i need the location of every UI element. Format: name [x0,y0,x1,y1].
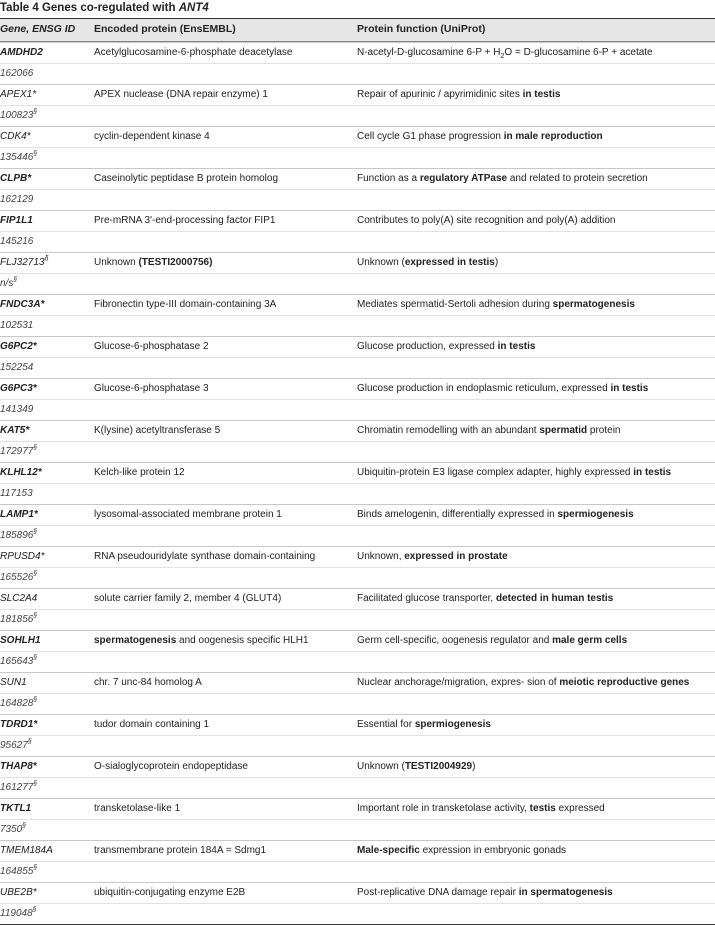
ensg-id: 164828§ [0,696,38,709]
encoded-protein: Glucose-6-phosphatase 3 [94,383,209,394]
table-row-id [0,903,715,924]
table-row [0,252,715,273]
table-row-id [0,525,715,546]
protein-function: Repair of apurinic / apyrimidinic sites in testis [357,89,561,100]
protein-function: Ubiquitin-protein E3 ligase complex adapter, highly expressed in testis [357,467,672,478]
table-row-id [0,777,715,798]
encoded-protein: O-sialoglycoprotein endopeptidase [94,761,248,772]
protein-function: Unknown, expressed in prostate [357,551,508,562]
ensg-id: 145216 [0,236,34,247]
table-row [0,588,715,609]
encoded-protein: ubiquitin-conjugating enzyme E2B [94,887,246,898]
table-row-id [0,399,715,420]
ensg-id: 7350§ [0,822,27,835]
encoded-protein: APEX nuclease (DNA repair enzyme) 1 [94,89,268,100]
ensg-id: 119048§ [0,906,37,919]
table-row [0,378,715,399]
protein-function: Cell cycle G1 phase progression in male reproduction [357,131,603,142]
gene-symbol: SUN1 [0,677,27,688]
gene-symbol: KLHL12* [0,467,42,478]
gene-symbol: FIP1L1 [0,215,33,226]
table-row-id [0,735,715,756]
table-row-id [0,105,715,126]
encoded-protein: RNA pseudouridylate synthase domain-containing [94,551,316,562]
encoded-protein: cyclin-dependent kinase 4 [94,131,210,142]
protein-function: Germ cell-specific, oogenesis regulator and male germ cells [357,635,628,646]
table-row-id [0,819,715,840]
ensg-id: 100823§ [0,108,38,121]
ensg-id: 95627§ [0,738,32,751]
ensg-id: 165643§ [0,654,38,667]
gene-symbol: SLC2A4 [0,593,38,604]
table-row [0,84,715,105]
table-row [0,840,715,861]
table-body [0,42,715,924]
table-row [0,546,715,567]
encoded-protein: Fibronectin type-III domain-containing 3A [94,299,277,310]
gene-symbol: G6PC2* [0,341,37,352]
encoded-protein: Pre-mRNA 3'-end-processing factor FIP1 [94,215,276,226]
ensg-id: 172977§ [0,444,38,457]
table-row-id [0,483,715,504]
encoded-protein: tudor domain containing 1 [94,719,210,730]
gene-symbol: AMDHD2 [0,47,43,58]
table-row-id [0,315,715,336]
table-row [0,126,715,147]
protein-function: Unknown (TESTI2004929) [357,761,476,772]
gene-symbol: $FLJ32713^\delta$ [0,255,49,268]
protein-function: Binds amelogenin, differentially expressed in spermiogenesis [357,509,634,520]
table-row [0,630,715,651]
protein-function: Nuclear anchorage/migration, expres- sion of meiotic reproductive genes [357,677,690,688]
gene-symbol: SOHLH1 [0,635,41,646]
protein-function: Contributes to poly(A) site recognition and poly(A) addition [357,215,616,226]
ensg-id: 164855§ [0,864,38,877]
gene-symbol: KAT5* [0,425,30,436]
table-row [0,42,715,63]
table-row [0,462,715,483]
protein-function: Chromatin remodelling with an abundant spermatid protein [357,425,621,436]
encoded-protein: Unknown (TESTI2000756) [94,257,213,268]
encoded-protein: spermatogenesis and oogenesis specific HLH1 [94,635,309,646]
protein-function: Glucose production, expressed in testis [357,341,536,352]
table-row [0,294,715,315]
encoded-protein: Acetylglucosamine-6-phosphate deacetylase [94,47,293,58]
protein-function: Male-specific expression in embryonic gonads [357,845,567,856]
ensg-id: 117153 [0,488,33,499]
header-protein: Encoded protein (EnsEMBL) [94,23,236,35]
ensg-id: 135446§ [0,150,38,163]
table-row-id [0,63,715,84]
gene-symbol: UBE2B* [0,887,37,898]
table-row-id [0,567,715,588]
caption-prefix: Table 4 Genes co-regulated with [0,2,179,14]
header-gene: Gene, ENSG ID [0,23,76,35]
table-row [0,504,715,525]
ensg-id: 181856§ [0,612,38,625]
table-caption [0,2,209,14]
table-row-id [0,357,715,378]
protein-function: Essential for spermiogenesis [357,719,491,730]
table-row [0,756,715,777]
encoded-protein: Caseinolytic peptidase B protein homolog [94,173,278,184]
table-row [0,882,715,903]
header-function: Protein function (UniProt) [357,23,486,35]
protein-function: Function as a regulatory ATPase and related to protein secretion [357,173,648,184]
protein-function: Glucose production in endoplasmic reticulum, expressed in testis [357,383,649,394]
table-row [0,714,715,735]
table-row [0,798,715,819]
gene-symbol: APEX1* [0,89,37,100]
ensg-id: 165526§ [0,570,38,583]
ensg-id: 102531 [0,320,34,331]
gene-symbol: THAP8* [0,761,37,772]
gene-symbol: TKTL1 [0,803,32,814]
ensg-id: 152254 [0,362,34,373]
ensg-id: 185896§ [0,528,38,541]
encoded-protein: transketolase-like 1 [94,803,181,814]
gene-symbol: TMEM184A [0,845,53,856]
table-row-id [0,147,715,168]
encoded-protein: lysosomal-associated membrane protein 1 [94,509,282,520]
ensg-id: n/s§ [0,276,18,289]
gene-symbol: LAMP1* [0,509,38,520]
table-row-id [0,273,715,294]
protein-function: N-acetyl-D-glucosamine $6-P + H_2O$ = D-glucosamine 6-P + acetate [357,47,653,60]
table-row [0,210,715,231]
encoded-protein: chr. 7 unc-84 homolog A [94,677,202,688]
table-row-id [0,651,715,672]
ensg-id: 162129 [0,194,34,205]
table-row [0,168,715,189]
caption-gene: ANT4 [178,2,209,14]
encoded-protein: Glucose-6-phosphatase 2 [94,341,209,352]
gene-symbol: RPUSD4* [0,551,45,562]
table-row-id [0,189,715,210]
encoded-protein: transmembrane protein 184A = Sdmg1 [94,845,267,856]
ensg-id: 141349 [0,404,34,415]
genes-table [0,18,715,924]
table-row-id [0,441,715,462]
table-row-id [0,693,715,714]
gene-symbol: G6PC3* [0,383,37,394]
gene-symbol: TDRD1* [0,719,38,730]
table-row-id [0,231,715,252]
encoded-protein: K(lysine) acetyltransferase 5 [94,425,221,436]
protein-function: Important role in transketolase activity, testis expressed [357,803,605,814]
encoded-protein: solute carrier family 2, member 4 (GLUT4) [94,593,282,604]
protein-function: Unknown (expressed in testis) [357,257,499,268]
gene-symbol: FNDC3A* [0,299,45,310]
protein-function: Facilitated glucose transporter, detected in human testis [357,593,614,604]
table-row-id [0,861,715,882]
table-row [0,672,715,693]
protein-function: Mediates spermatid-Sertoli adhesion during spermatogenesis [357,299,635,310]
table-row [0,420,715,441]
gene-symbol: CDK4* [0,131,31,142]
gene-symbol: CLPB* [0,173,32,184]
table-header [0,18,715,42]
table-row-id [0,609,715,630]
ensg-id: 161277§ [0,780,38,793]
encoded-protein: Kelch-like protein 12 [94,467,185,478]
table-row [0,336,715,357]
protein-function: Post-replicative DNA damage repair in spermatogenesis [357,887,613,898]
ensg-id: 162066 [0,68,34,79]
